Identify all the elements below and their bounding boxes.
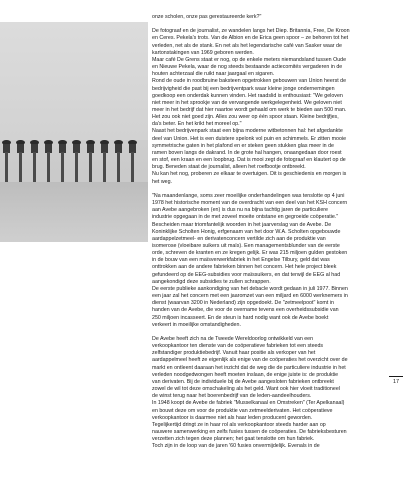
photo-floor <box>0 182 148 242</box>
paragraph <box>152 193 388 329</box>
text-line: zelfstandiger produktiebedrijf. Vanuit haar positie als verkoper van het <box>152 350 316 357</box>
text-line: houten achterzaal die ruikt naar jaargaal en sigaren. <box>152 71 275 78</box>
photo-vat <box>128 140 137 184</box>
paragraph <box>152 336 388 451</box>
text-line: Het zou ook niet goed zijn. Alles zou weer op één spoor staan. Kleine bedrijfjes, <box>152 114 339 121</box>
text-line: een jaar zal het concern met een jaaromzet van een miljard en 6000 werknemers in <box>152 293 348 300</box>
text-line: kartonstakingen van 1969 geboren werden. <box>152 49 254 56</box>
text-line: Maar café De Grens staat er nog, op de enkele meters niemandsland tussen Oude <box>152 56 347 63</box>
text-line: van derivaten. Bij de individuele bij de Avebe aangesloten fabrieken ontbreekt <box>152 378 334 385</box>
text-line: orde, schreven de kranten en ze kregen gelijk. Er was 215 miljoen gulden gestoken <box>152 250 348 257</box>
photo-vat <box>16 140 25 184</box>
text-line: De fotograaf en de journalist, ze wandelen langs het Diep. Britannia, Free, De Kroon <box>152 28 350 35</box>
text-line: ramen boven langs de dakrand. In de grote hal hangen, onaangedaan door roest <box>152 149 342 156</box>
text-line: isomerose (vloeibare suikers uit maïs). Een managementsblunder van de eerste <box>152 242 340 249</box>
text-line: en bouwt deze om voor de produktie van zetmeelderivaten. Het coöperatieve <box>152 407 333 414</box>
text-line: brug. Beneden staat de journalist, alleen het roefbootje ontbreekt. <box>152 164 306 171</box>
photo-vat <box>58 140 67 184</box>
text-line: Nu kan het nog, proberen ze elkaar te overtuigen. Dit is geschiedenis en morgen is <box>152 171 347 178</box>
photo-vat <box>100 140 109 184</box>
paragraph <box>152 14 388 21</box>
text-line: deel van Union. Het is een duistere spelonk vol puin en schimmels. Er zitten mooie <box>152 135 347 142</box>
page-number: 17 <box>389 376 403 385</box>
photo-vat <box>86 140 95 184</box>
text-line: "Na maandenlange, soms zeer moeilijke onderhandelingen was tenslotte op 4 juni <box>152 192 345 199</box>
text-line: De eerste publieke aankondiging van het debacle wordt gedaan in juli 1977. Binnen <box>152 285 348 292</box>
text-line: gefundeerd op de EEG-subsidies voor maïssuikers, en dat terwijl de EEG al had <box>152 271 341 278</box>
text-line: Tegelijkertijd dringt ze in haar rol als verkoopkantoor steeds harder aan op <box>152 421 326 428</box>
text-line: markt en ontleent daaraan het inzicht dat de weg die de particuliere industrie in het <box>152 364 346 371</box>
text-line: verkoopkantoor ten dienste van de coöperatieve fabrieken tot een steeds <box>152 343 324 350</box>
factory-hall-photo <box>0 22 148 242</box>
text-line: onze scholen, onze pas gerestaureerde kerk?" <box>152 14 262 20</box>
text-line: De Avebe heeft zich na de Tweede Wereldoorlog ontwikkeld van een <box>152 335 314 342</box>
text-line: Koninklijke Scholten Honig, erfgenaam van het door W.A. Scholten opgebouwde <box>152 228 341 235</box>
text-line: 250 miljoen incasseert. En de steun is hard nodig want ook de Avebe boekt <box>152 314 329 321</box>
photo-vat <box>2 140 11 184</box>
text-line: meer in het bedrijf dat hier naartoe wordt gehaald om werk te bieden aan 500 man. <box>152 107 347 114</box>
text-line: da's beter. En het krikt het moreel op." <box>152 121 242 128</box>
text-line: In 1948 koopt de Avebe de fabriek "Musselkanaal en Omstreken" (Ter Apelkanaal) <box>152 400 345 407</box>
text-line: dienst (waarvan 3200 in Nederland) zijn opgedoekt. De "zetmeelpoot" komt in <box>152 300 334 307</box>
text-line: onttrokken aan de andere fabrieken binnen het concern. Het hele project bleek <box>152 264 337 271</box>
text-line: en stof, een kraan en een loopbrug. Dat is mooi zegt de fotograaf en klautert op de <box>152 157 346 164</box>
paragraph <box>152 28 388 185</box>
text-line: in de bouw van een maïsverwerkfabriek in het Engelse Tilbury, geld dat was <box>152 257 330 264</box>
photo-vat <box>30 140 39 184</box>
text-line: Naast het bedrijvenpark staat een bijna moderne witbetonnen hal: het afgedankte <box>152 128 343 135</box>
text-line: verleden noodgedwongen heeft moeten inslaan, de enige juiste is: de produktie <box>152 371 339 378</box>
text-line: symmetrische gaten in het plafond en er steken geen stukken glas meer in de <box>152 142 334 149</box>
text-line: bedrijvigheid die past bij een bedrijventpark waar kleine jonge ondernemingen <box>152 85 335 92</box>
text-line: aan Avebe aangebroken (en) is dus nu na bijna tachtig jaren de particuliere <box>152 207 328 214</box>
text-line: het weg. <box>152 178 173 185</box>
text-line: aardappelmeel heeft ze eigenlijk als enige van de coöperaties het overzicht over de <box>152 357 348 364</box>
text-line: aardappelzetmeel- en derivatenconcern vertilde zich aan de produktie van <box>152 235 326 242</box>
text-line: zowel de wil tot deze omschakeling als het geld. Want ook hier vloeit traditioneel <box>152 386 340 393</box>
text-line: niet meer in het sprookje van de vervangende werkgelegenheid. We geloven niet <box>152 99 342 106</box>
photo-wall <box>0 22 148 140</box>
text-line: handen van de Avebe, die voor de overname tevens een overheidssubsidie van <box>152 307 339 314</box>
text-line: verzetten zich tegen deze plannen; het gaat tenslotte om hun fabriek. <box>152 436 315 443</box>
article-text <box>152 14 388 450</box>
photo-vat <box>114 140 123 184</box>
text-line: Toch zijn in de loop van de jaren '60 fusies onvermijdelijk. Evenals in de <box>152 443 320 450</box>
photo-vat <box>72 140 81 184</box>
text-line: aangekondigd deze subsidies te zullen schrappen. <box>152 278 271 285</box>
text-line: Bescheiden maar triomfantelijk woorden in het jaarverslag van de Avebe. De <box>152 221 332 228</box>
text-line: goedkoop een onderdak kunnen vinden. Het raadslid is enthousiast: "We geloven <box>152 92 343 99</box>
text-line: verleden, net als de stank. En net als het legendarische café van Sasker waar de <box>152 42 342 49</box>
text-line: industrie opgegaan in de met zoveel moeite ontstane en gegroeide coöperatie." <box>152 214 339 221</box>
photo-vat <box>44 140 53 184</box>
text-line: de winst terug naar het boerenbedrijf van de leden-aandeelhouders. <box>152 393 312 400</box>
text-line: nauwere samenwerking en zelfs fusies tussen de coöperaties. De fabrieksbesturen <box>152 429 347 436</box>
text-line: Rond de oude in roodbruine baksteen opgetrokken gebouwen van Union heerst de <box>152 78 347 85</box>
text-line: verkeert in moeilijke omstandigheden. <box>152 321 241 328</box>
text-line: verkoopkantoor is daarmee niet als haar leden producent geworden. <box>152 414 313 421</box>
text-line: en Nieuwe Pekela, waar de nog steeds bestaande actiecomités vergaderen in de <box>152 64 343 71</box>
text-line: en Ceres. Pekela's trots. Van de Albion en de Erica geen spoor – ze behoren tot het <box>152 35 349 42</box>
text-line: 1978 het historische moment van de overdracht van een deel van het KSH concern <box>152 200 348 207</box>
